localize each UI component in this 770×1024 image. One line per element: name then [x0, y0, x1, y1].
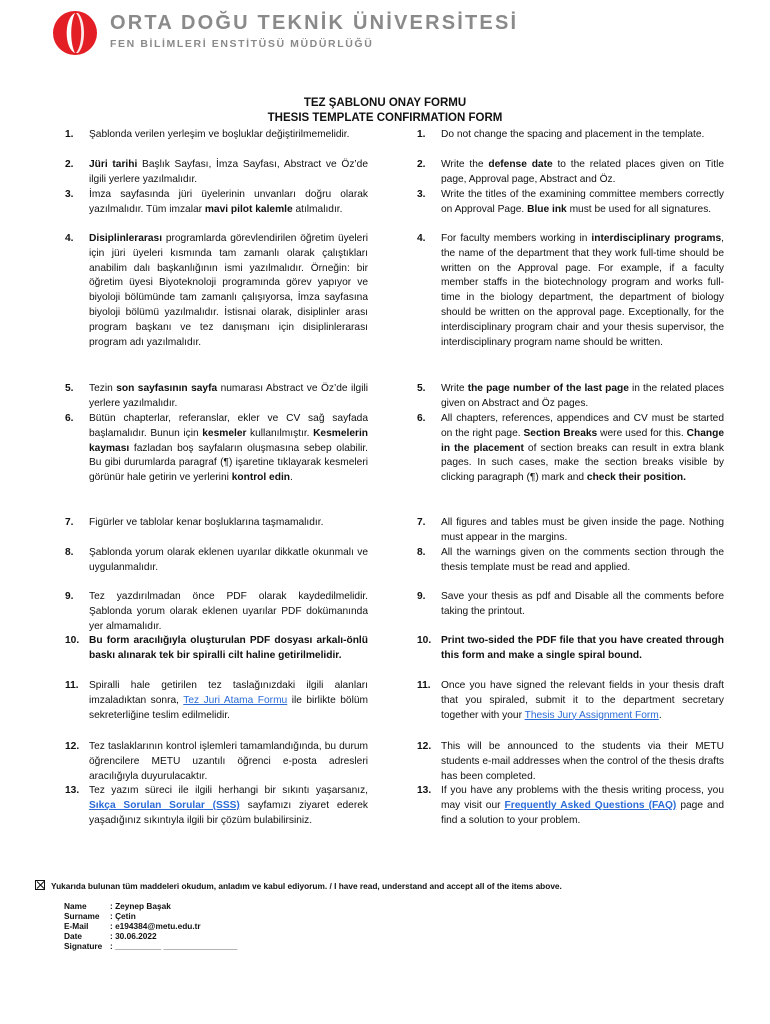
checked-checkbox-icon[interactable]: [35, 880, 45, 890]
surname-label: Surname: [64, 911, 100, 921]
header: [52, 8, 552, 58]
date-label: Date: [64, 931, 82, 941]
list-item: 9. Save your thesis as pdf and Disable all the comments before taking the printout.: [417, 591, 724, 617]
email-value: : e194384@metu.edu.tr: [110, 921, 201, 931]
list-item: 2. Jüri tarihi Başlık Sayfası, İmza Sayfası, Abstract ve Öz’de ilgili yerlere yazılmalıdır.: [65, 159, 369, 185]
list-item: 5. Tezin son sayfasının sayfa numarası Abstract ve Öz’de ilgili yerlere yazılmalıdır.: [65, 383, 368, 409]
list-item: 4. Disiplinlerarası programlarda görevlendirilen öğretim üyeleri için jüri üyeleri kısmında tam zamanlı olarak çalıştıkları anabilim dalı başkanlığının ismi yazılmalıdır. Örneğin: bir öğretim üyesi Biyoteknoloji programında görev yapıyor ve biyoloji bölümünde tam zamanlı çalışıyorsa, İmza sayfasına biyoloji bölümü yazılmalıdır. İstisnai olarak, disiplinler arası program başkanı ve tez danışmanı için disiplinlerarası program adı yazılmalıdır.: [65, 233, 368, 348]
name-label: Name: [64, 901, 87, 911]
list-item: 6. Bütün chapterlar, referanslar, ekler ve CV sağ sayfada başlamalıdır. Bunun için kesmeler kullanılmıştır. Kesmelerin kayması fazladan boş sayfaların oluşmasına sebep olabilir. Bu gibi durumlarda paragraf (¶) işaretine tıklayarak kesmeleri görünür hale getirin ve yerlerini kontrol edin.: [65, 413, 369, 484]
link[interactable]: Tez Juri Atama Formu: [183, 694, 288, 706]
date-value: : 30.06.2022: [110, 931, 157, 941]
link[interactable]: Thesis Jury Assignment Form: [524, 709, 659, 721]
signature-block: [64, 901, 237, 951]
list-item: 3. Write the titles of the examining committee members correctly on Approval Page. Blue ink must be used for all signatures.: [417, 189, 724, 215]
list-item: 4. For faculty members working in interdisciplinary programs, the name of the department that they work full-time should be written on the Approval page. For example, if a faculty member staffs in the biotechnology program and works full-time in the biology department, the department of biology should be written on the approval page. Exceptionally, for the interdisciplinary program chair and your thesis supervisor, the interdisciplinary program name should be written.: [417, 233, 724, 348]
link[interactable]: Frequently Asked Questions (FAQ): [504, 799, 677, 811]
signature-value: : __________ ________________: [110, 941, 238, 951]
list-item: 8. All the warnings given on the comments section through the thesis template must be read and applied.: [417, 547, 724, 573]
list-item: 10. Print two-sided the PDF file that you have created through this form and make a single spiral bound.: [417, 635, 724, 661]
list-item: 11. Spiralli hale getirilen tez taslağınızdaki ilgili alanları imzaladıktan sonra, Tez Juri Atama Formu ile birlikte bölüm sekreterliğine teslim edilmelidir.: [65, 680, 369, 721]
signature-label: Signature: [64, 941, 103, 951]
form-title: [0, 96, 770, 126]
list-item: 13. Tez yazım süreci ile ilgili herhangi bir sıkıntı yaşarsanız, Sıkça Sorulan Sorular (SSS) sayfamızı ziyaret ederek yaşadığınız sıkıntıyla ilgili bir çözüm bulabilirsiniz.: [65, 785, 368, 826]
list-item: 13. If you have any problems with the thesis writing process, you may visit our Frequently Asked Questions (FAQ) page and find a solution to your problem.: [417, 785, 724, 826]
list-item: 9. Tez yazdırılmadan önce PDF olarak kaydedilmelidir. Şablonda yorum olarak eklenen uyarılar PDF dokümanında yer almamalıdır.: [65, 591, 368, 632]
name-value: : Zeynep Başak: [110, 901, 171, 911]
email-label: E-Mail: [64, 921, 89, 931]
list-item: 8. Şablonda yorum olarak eklenen uyarılar dikkatle okunmalı ve uygulanmalıdır.: [65, 547, 368, 573]
list-item: 7. All figures and tables must be given inside the page. Nothing must appear in the margins.: [417, 517, 724, 543]
title-tr: TEZ ŞABLONU ONAY FORMU: [303, 97, 467, 109]
university-logo-icon: [52, 10, 98, 56]
list-item: 7. Figürler ve tablolar kenar boşluklarına taşmamalıdır.: [65, 517, 324, 528]
title-en: THESIS TEMPLATE CONFIRMATION FORM: [267, 112, 503, 124]
list-item: 11. Once you have signed the relevant fields in your thesis draft that you spiraled, submit it to the department secretary together with your Thesis Jury Assignment Form.: [417, 680, 724, 721]
list-item: 1. Şablonda verilen yerleşim ve boşluklar değiştirilmemelidir.: [65, 129, 350, 140]
surname-value: : Çetin: [110, 911, 136, 921]
list-item: 5. Write the page number of the last page in the related places given on Abstract and Öz pages.: [417, 383, 724, 409]
list-item: 1. Do not change the spacing and placement in the template.: [417, 129, 705, 140]
link[interactable]: Sıkça Sorulan Sorular (SSS): [89, 799, 240, 811]
university-name: ORTA DOĞU TEKNİK ÜNİVERSİTESİ: [110, 12, 519, 34]
list-item: 3. İmza sayfasında jüri üyelerinin unvanları doğru olarak yazılmalıdır. Tüm imzalar mavi pilot kalemle atılmalıdır.: [65, 189, 368, 215]
list-item: 2. Write the defense date to the related places given on Title page, Approval page, Abstract and Öz.: [417, 159, 724, 185]
list-item: 12. This will be announced to the students via their METU students e-mail addresses when the control of the thesis drafts has been completed.: [417, 741, 724, 782]
list-item: 10. Bu form aracılığıyla oluşturulan PDF dosyası arkalı-önlü baskı alınarak tek bir spiralli cilt haline getirilmelidir.: [65, 635, 368, 661]
acceptance-checkbox-row[interactable]: [35, 880, 562, 891]
list-item: 12. Tez taslaklarının kontrol işlemleri tamamlandığında, bu durum öğrencilere METU uzantılı öğrenci e-posta adresleri aracılığıyla duyurulacaktır.: [65, 741, 368, 782]
institute-name: FEN BİLİMLERİ ENSTİTÜSÜ MÜDÜRLÜĞÜ: [110, 38, 374, 50]
acceptance-text: Yukarıda bulunan tüm maddeleri okudum, anladım ve kabul ediyorum. / I have read, understand and accept all of the items above.: [51, 881, 562, 891]
list-item: 6. All chapters, references, appendices and CV must be started on the right page. Section Breaks were used for this. Change in the placement of section breaks can result in extra blank pages. In such cases, make the section breaks visible by clicking paragraph (¶) mark and check their position.: [417, 413, 724, 484]
